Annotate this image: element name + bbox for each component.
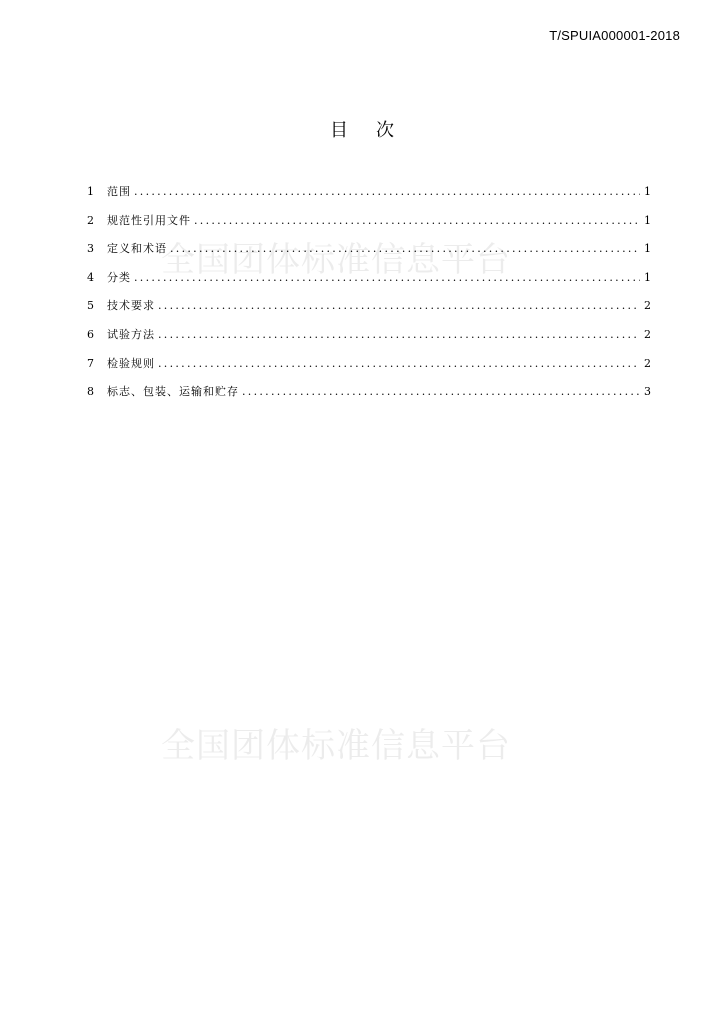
toc-entry-title: 试验方法	[107, 327, 155, 341]
toc-entry-inspection-rules[interactable]	[87, 355, 651, 384]
toc-entry-number: 8	[87, 385, 94, 399]
toc-entry-title: 标志、包装、运输和贮存	[107, 385, 239, 399]
dot-leader	[158, 328, 640, 341]
toc-entry-number: 7	[87, 356, 94, 370]
toc-entry-number: 5	[87, 299, 94, 313]
toc-entry-title: 规范性引用文件	[107, 213, 191, 227]
toc-entry-number: 3	[87, 242, 94, 256]
toc-entry-title: 技术要求	[107, 299, 155, 313]
toc-entry-definitions[interactable]	[87, 240, 651, 269]
watermark-text: 全国团体标准信息平台	[161, 726, 511, 766]
toc-list	[87, 183, 651, 412]
toc-entry-classification[interactable]	[87, 269, 651, 298]
toc-entry-title: 检验规则	[107, 356, 155, 370]
toc-entry-page: 2	[644, 327, 651, 341]
dot-leader	[170, 242, 640, 255]
watermark-text: 全国团体标准信息平台	[161, 240, 511, 280]
dot-leader	[158, 299, 640, 312]
toc-entry-page: 2	[644, 356, 651, 370]
toc-entry-number: 2	[87, 213, 94, 227]
toc-entry-number: 6	[87, 327, 94, 341]
toc-entry-marking-packaging[interactable]	[87, 383, 651, 412]
dot-leader	[194, 214, 640, 227]
toc-entry-technical-requirements[interactable]	[87, 297, 651, 326]
toc-entry-title: 分类	[107, 270, 131, 284]
toc-entry-number: 4	[87, 270, 94, 284]
toc-entry-page: 1	[644, 213, 651, 227]
dot-leader	[242, 385, 640, 398]
toc-title: 目次	[330, 120, 422, 141]
toc-entry-normative-references[interactable]	[87, 212, 651, 241]
dot-leader	[134, 271, 640, 284]
toc-entry-scope[interactable]	[87, 183, 651, 212]
toc-entry-test-methods[interactable]	[87, 326, 651, 355]
document-code: T/SPUIA000001-2018	[549, 28, 680, 43]
toc-entry-title: 范围	[107, 185, 131, 198]
toc-entry-number: 1	[87, 185, 94, 198]
dot-leader	[134, 185, 640, 198]
toc-entry-page: 1	[644, 242, 651, 256]
dot-leader	[158, 357, 640, 370]
toc-entry-page: 1	[644, 270, 651, 284]
toc-entry-page: 3	[644, 385, 651, 399]
toc-entry-page: 2	[644, 299, 651, 313]
toc-entry-title: 定义和术语	[107, 242, 167, 256]
toc-entry-page: 1	[644, 185, 651, 198]
